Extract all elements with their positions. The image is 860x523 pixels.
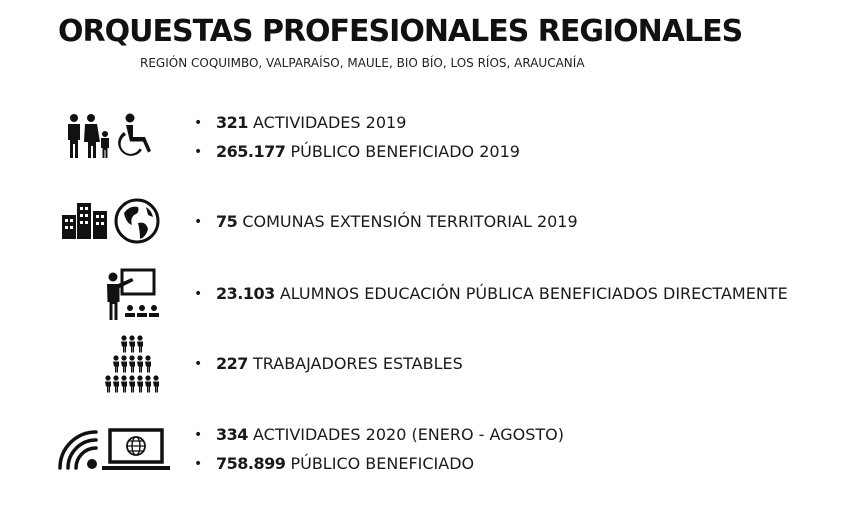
teacher-classroom-icon (104, 268, 162, 322)
bullet-marker: • (194, 286, 203, 302)
stat-label: PÚBLICO BENEFICIADO (290, 454, 475, 473)
wifi-laptop-icon (58, 426, 172, 474)
bullet-marker: • (194, 144, 203, 160)
bullet-marker: • (194, 115, 203, 131)
bullet-marker: • (194, 356, 203, 372)
stat-number: 758.899 (216, 454, 286, 473)
family-accessibility-icon (64, 112, 158, 160)
list-item (194, 212, 578, 232)
bullet-marker: • (194, 427, 203, 443)
stat-number: 334 (216, 425, 248, 444)
stat-label: ACTIVIDADES 2019 (253, 113, 407, 132)
stat-number: 265.177 (216, 142, 286, 161)
list-item (194, 425, 564, 445)
stat-number: 75 (216, 212, 238, 231)
list-item (194, 354, 463, 374)
bullet-marker: • (194, 214, 203, 230)
list-item (194, 284, 788, 304)
stat-label: COMUNAS EXTENSIÓN TERRITORIAL 2019 (242, 212, 578, 231)
stat-label: TRABAJADORES ESTABLES (253, 354, 463, 373)
stat-number: 23.103 (216, 284, 275, 303)
workers-group-icon (104, 333, 164, 399)
stat-label: PÚBLICO BENEFICIADO 2019 (290, 142, 520, 161)
list-item (194, 142, 520, 162)
page-title: ORQUESTAS PROFESIONALES REGIONALES (58, 14, 743, 49)
page-subtitle: REGIÓN COQUIMBO, VALPARAÍSO, MAULE, BIO BÍO, LOS RÍOS, ARAUCANÍA (140, 56, 585, 70)
list-item (194, 454, 474, 474)
stat-label: ALUMNOS EDUCACIÓN PÚBLICA BENEFICIADOS DIRECTAMENTE (279, 284, 788, 303)
stat-number: 321 (216, 113, 248, 132)
city-globe-icon (62, 197, 162, 245)
bullet-marker: • (194, 456, 203, 472)
stat-label: ACTIVIDADES 2020 (ENERO - AGOSTO) (253, 425, 564, 444)
list-item (194, 113, 406, 133)
stat-number: 227 (216, 354, 248, 373)
